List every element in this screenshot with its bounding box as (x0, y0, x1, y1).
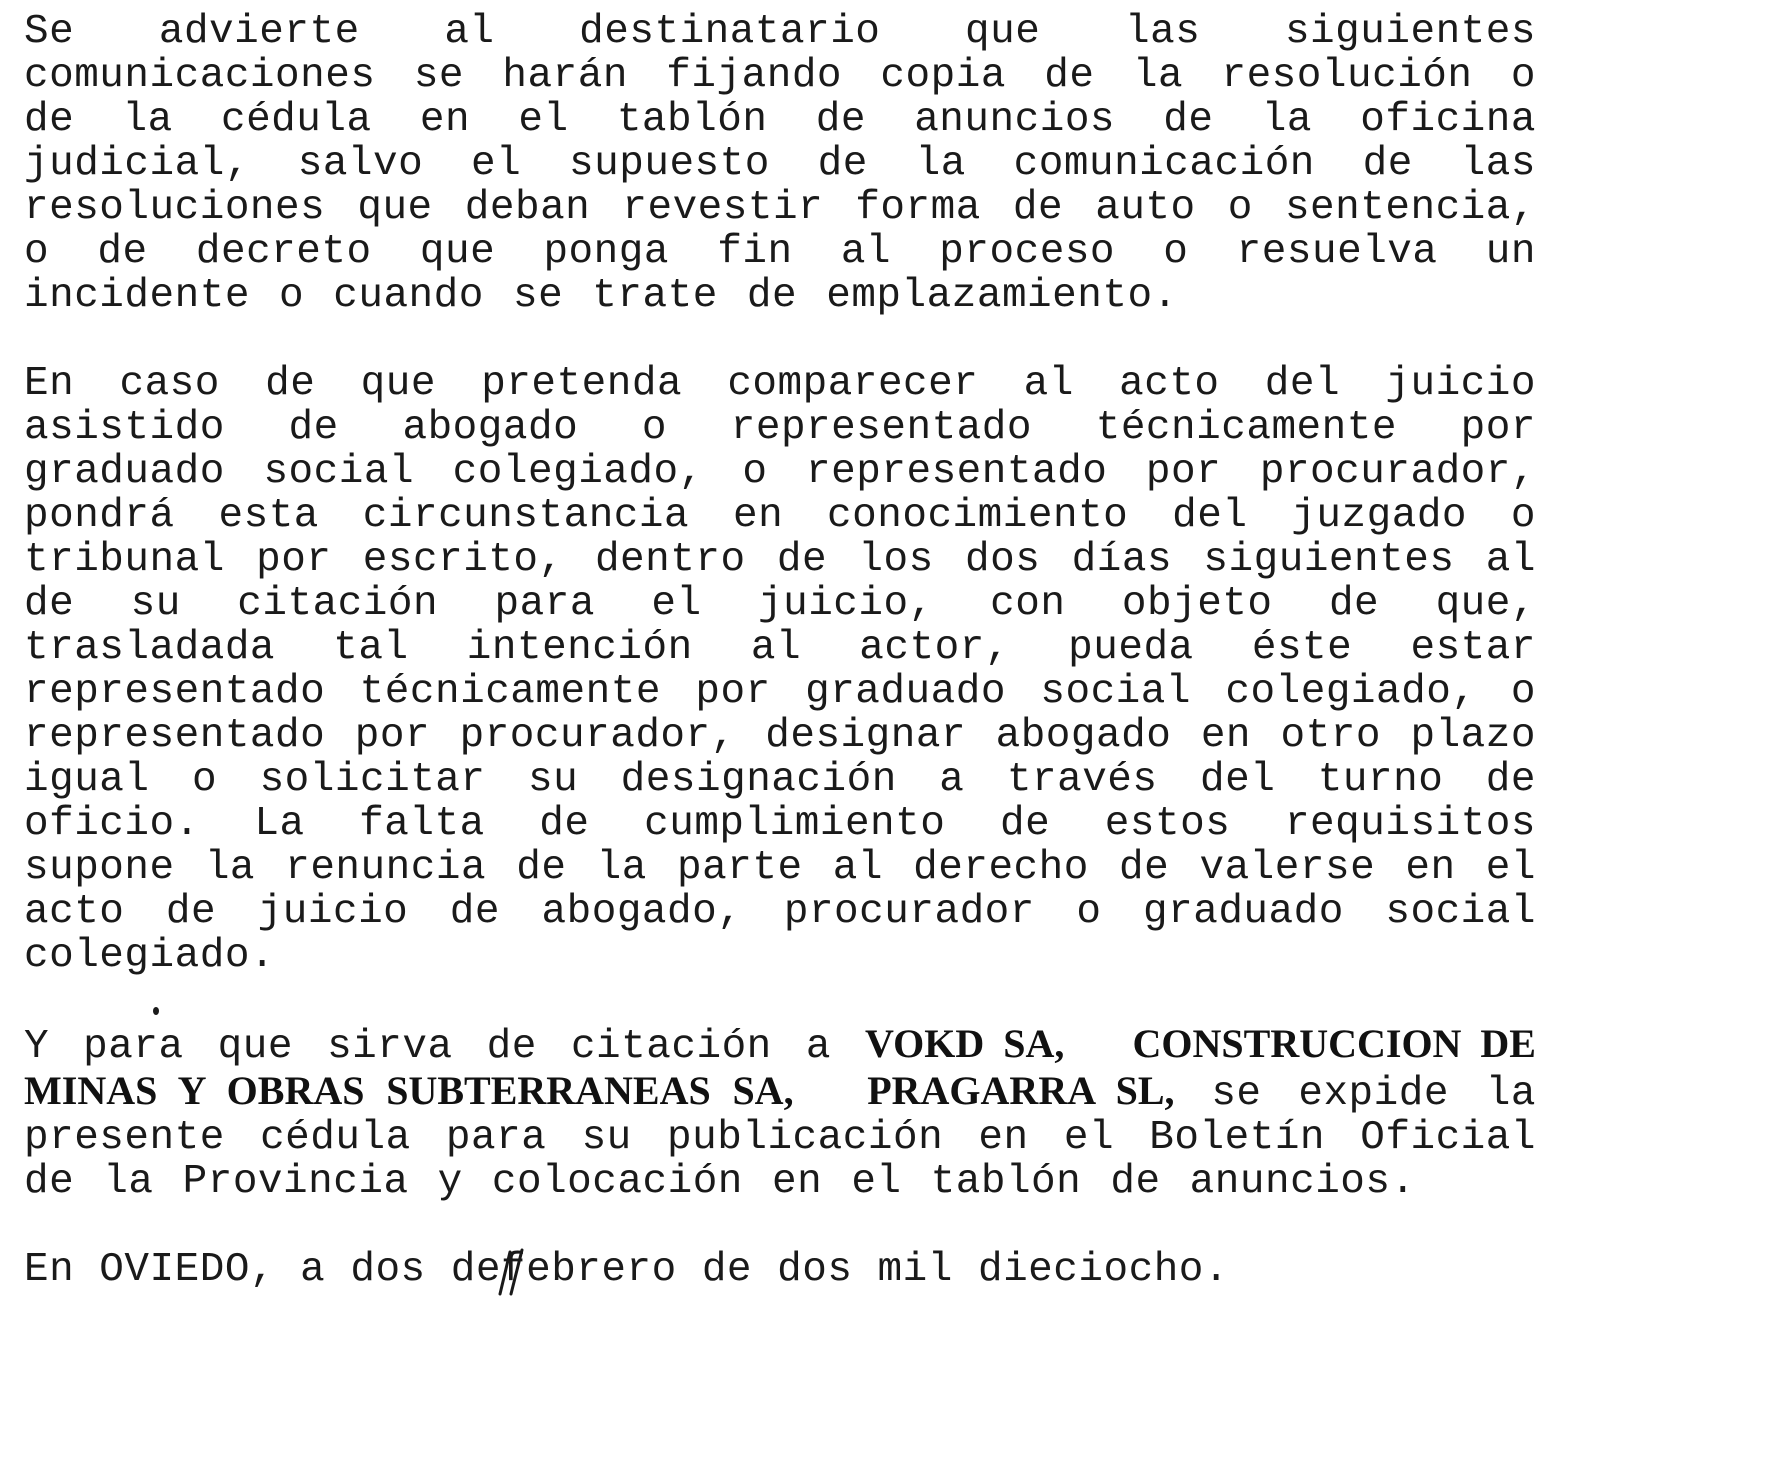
date-line (24, 1248, 1536, 1292)
recipient-pragarra: PRAGARRA SL, (867, 1068, 1175, 1113)
date-line-end: febrero de dos mil dieciocho. (500, 1247, 1230, 1293)
recipient-vokd: VOKD SA, (865, 1021, 1065, 1066)
citation-closing: se expide la presente cédula para su publicación en el Boletín Oficial de la Provincia y colocación en el tablón de anuncios. (24, 1071, 1536, 1205)
document-page (24, 10, 1536, 1292)
notice-paragraph: Se advierte al destinatario que las siguientes comunicaciones se harán fijando copia de la resolución o de la cédula en el tablón de anuncios de la oficina judicial, salvo el supuesto de la comunicación de las resoluciones que deban revestir forma de auto o sentencia, o de decreto que ponga fin al proceso o resuelva un incidente o cuando se trate de emplazamiento. (24, 9, 1536, 319)
citation-intro: Y para que sirva de citación a (24, 1024, 866, 1070)
representation-paragraph: En caso de que pretenda comparecer al acto del juicio asistido de abogado o representado técnicamente por graduado social colegiado, o representado por procurador, pondrá esta circunstancia en conocimiento del juzgado o tribunal por escrito, dentro de los dos días siguientes al de su citación para el juicio, con objeto de que, trasladada tal intención al actor, pueda éste estar representado técnicamente por graduado social colegiado, o representado por procurador, designar abogado en otro plazo igual o solicitar su designación a través del turno de oficio. La falta de cumplimiento de estos requisitos supone la renuncia de la parte al derecho de valerse en el acto de juicio de abogado, procurador o graduado social colegiado. (24, 361, 1536, 979)
citation-paragraph (24, 1022, 1536, 1204)
date-line-start: En OVIEDO, a dos de (24, 1247, 501, 1293)
recipient-construccion: CONSTRUCCION DE MINAS Y OBRAS SUBTERRANEAS SA, (24, 1021, 1536, 1113)
